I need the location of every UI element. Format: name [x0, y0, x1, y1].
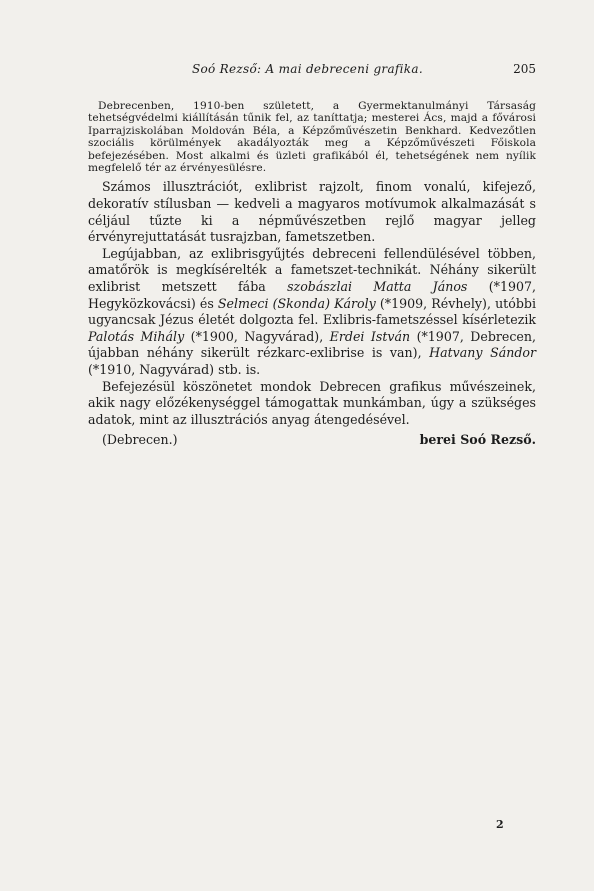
- paragraph-woodcut-artists: [88, 246, 536, 379]
- signature-line: [88, 432, 536, 450]
- text-run: Legújabban, az exlibrisgyűjtés debreceni fellendülésével többen, amatőrök is megkísérelték a fametszet-technikát. Néhány sikerült exlibrist metszett fába: [88, 245, 536, 294]
- paragraph-illustrations: Számos illusztrációt, exlibrist rajzolt, finom vonalú, kifejező, dekoratív stílusban — kedveli a magyaros motívumok alkalmazását s céljául tűzte ki a népművészetben rejlő magyar jelleg érvényrejuttatását tusrajzban, fametszetben.: [88, 179, 536, 245]
- signature-author: berei Soó Rezső.: [419, 432, 536, 448]
- text-run: (*1907, Debrecen, újabban néhány sikerült rézkarc-exlibrise is van),: [88, 328, 537, 361]
- sheet-mark: 2: [496, 818, 504, 831]
- running-title: Soó Rezső: A mai debreceni grafika.: [192, 62, 423, 76]
- text-run: (*1910, Nagyvárad) stb. is.: [88, 361, 261, 377]
- artist-name: Erdei István: [329, 328, 411, 344]
- text-run: (*1909, Révhely), utóbbi ugyancsak Jézus életét dolgozta fel. Exlibris-fametszéssel kísérletezik: [88, 295, 536, 328]
- signature-place: (Debrecen.): [102, 432, 178, 448]
- text-run: (*1907, Hegyközkovácsi) és: [88, 279, 536, 311]
- running-head: [88, 62, 536, 78]
- artist-name: szobászlai Matta János: [287, 279, 468, 294]
- paragraph-acknowledgement: Befejezésül köszönetet mondok Debrecen grafikus művészeinek, akik nagy előzékenységgel támogattak munkámban, úgy a szükséges adatok, mint az illusztrációs anyag átengedésével.: [88, 378, 536, 427]
- artist-name: Palotás Mihály: [88, 328, 185, 344]
- paragraph-small-print: Debrecenben, 1910-ben született, a Gyermektanulmányi Társaság tehetségvédelmi kiállításán tűnik fel, az taníttatja; mesterei Ács, majd a fővárosi Iparrajziskolában Moldován Béla, a Képzőművészetin Benkhard. Kedvezőtlen szociális körülmények akadályozták meg a Képzőművészeti Főiskola befejezésében. Most alkalmi és üzleti grafikából él, tehetségének nem nyílik megfelelő tér az érvényesülésre.: [88, 100, 536, 175]
- artist-name: Selmeci (Skonda) Károly: [217, 295, 376, 311]
- artist-name: Hatvany Sándor: [429, 345, 536, 361]
- page-number: 205: [513, 62, 536, 76]
- article-body: [88, 100, 536, 450]
- text-run: (*1900, Nagyvárad),: [184, 328, 330, 344]
